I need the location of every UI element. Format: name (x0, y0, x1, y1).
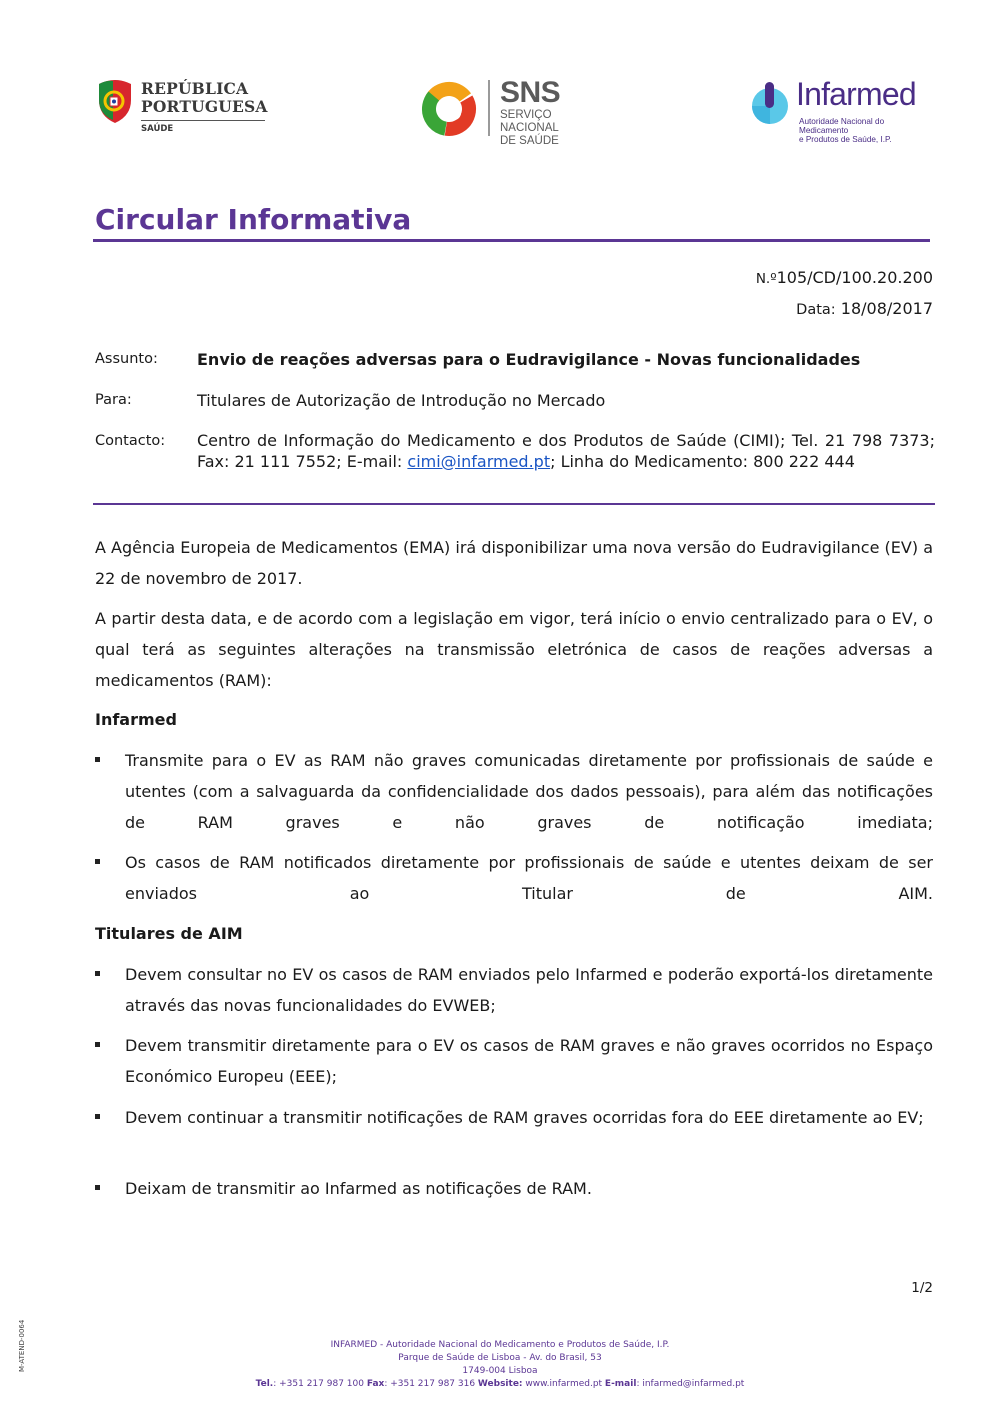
sns-logo (420, 76, 600, 147)
republica-logo-text: REPÚBLICA PORTUGUESA (141, 79, 268, 116)
bullet-marker (95, 971, 100, 976)
paragraph-intro: A Agência Europeia de Medicamentos (EMA) irá disponibilizar uma nova versão do Eudravigilance (EV) a 22 de novembro de 2017. (95, 538, 933, 588)
footer-address: Parque de Saúde de Lisboa - Av. do Brasil, 53 (398, 1353, 602, 1363)
bullet-marker (95, 757, 100, 762)
infarmed-logo-name: Infarmed (796, 76, 916, 112)
portugal-shield-icon (95, 78, 135, 124)
republica-logo-subtitle: SAÚDE (141, 124, 174, 134)
list-item: Deixam de transmitir ao Infarmed as notificações de RAM. (95, 1173, 933, 1204)
document-number: N.º105/CD/100.20.200 (755, 268, 933, 287)
infarmed-logo (750, 76, 930, 144)
footer-postcode: 1749-004 Lisboa (462, 1366, 538, 1376)
bullet-marker (95, 859, 100, 864)
para-value: Titulares de Autorização de Introdução no Mercado (197, 391, 606, 410)
section-heading-titulares: Titulares de AIM (95, 924, 243, 943)
sns-ring-icon (420, 80, 478, 138)
page-number: 1/2 (911, 1280, 933, 1296)
list-item: Transmite para o EV as RAM não graves comunicadas diretamente por profissionais de saúde e utentes (com a salvaguarda da confidencialidade dos dados pessoais), para além das notificações de RAM graves e não graves de notificação imediata; (95, 745, 933, 838)
contact-email-link[interactable]: cimi@infarmed.pt (407, 451, 551, 471)
side-document-code: M-ATEND-0064 (18, 1319, 26, 1372)
assunto-value: Envio de reações adversas para o Eudravigilance - Novas funcionalidades (197, 350, 861, 369)
paragraph-context: A partir desta data, e de acordo com a legislação em vigor, terá início o envio centralizado para o EV, o qual terá as seguintes alterações na transmissão eletrónica de casos de reações adversas a medicamentos (RAM): (95, 609, 933, 690)
footer-org-name: INFARMED - Autoridade Nacional do Medicamento e Produtos de Saúde, I.P. (330, 1340, 670, 1350)
page-title: Circular Informativa (95, 203, 412, 236)
republica-portuguesa-logo (95, 78, 270, 138)
section-heading-infarmed: Infarmed (95, 710, 177, 729)
para-label: Para: (95, 392, 132, 408)
infarmed-drop-icon (750, 80, 796, 126)
sns-logo-divider (488, 80, 490, 136)
list-item: Devem transmitir diretamente para o EV os casos de RAM graves e não graves ocorridos no Espaço Económico Europeu (EEE); (95, 1030, 933, 1092)
document-date: Data: 18/08/2017 (796, 299, 933, 318)
list-item: Devem consultar no EV os casos de RAM enviados pelo Infarmed e poderão exportá-los diretamente através das novas funcionalidades do EVWEB; (95, 959, 933, 1021)
footer-contacts: Tel.: +351 217 987 100 Fax: +351 217 987 316 Website: www.infarmed.pt E-mail: infarmed@infarmed.pt (255, 1379, 745, 1389)
list-item: Devem continuar a transmitir notificações de RAM graves ocorridas fora do EEE diretamente ao EV; (95, 1102, 933, 1133)
list-item: Os casos de RAM notificados diretamente por profissionais de saúde e utentes deixam de ser enviados ao Titular de AIM. (95, 847, 933, 909)
bullet-marker (95, 1185, 100, 1190)
bullet-marker (95, 1114, 100, 1119)
sns-logo-text: SERVIÇO NACIONAL DE SAÚDE (500, 109, 559, 147)
infarmed-logo-tagline: Autoridade Nacional do Medicamento e Produtos de Saúde, I.P. (799, 117, 892, 144)
sns-logo-abbr: SNS (500, 76, 561, 109)
bullet-marker (95, 1042, 100, 1047)
contacto-value: Centro de Informação do Medicamento e dos Produtos de Saúde (CIMI); Tel. 21 798 7373; Fax: 21 111 7552; E-mail: cimi@infarmed.pt; Linha do Medicamento: 800 222 444 (197, 431, 935, 471)
contacto-label: Contacto: (95, 433, 166, 449)
republica-logo-rule (141, 120, 265, 121)
title-divider (93, 239, 930, 242)
assunto-label: Assunto: (95, 351, 158, 367)
meta-divider (93, 503, 935, 505)
